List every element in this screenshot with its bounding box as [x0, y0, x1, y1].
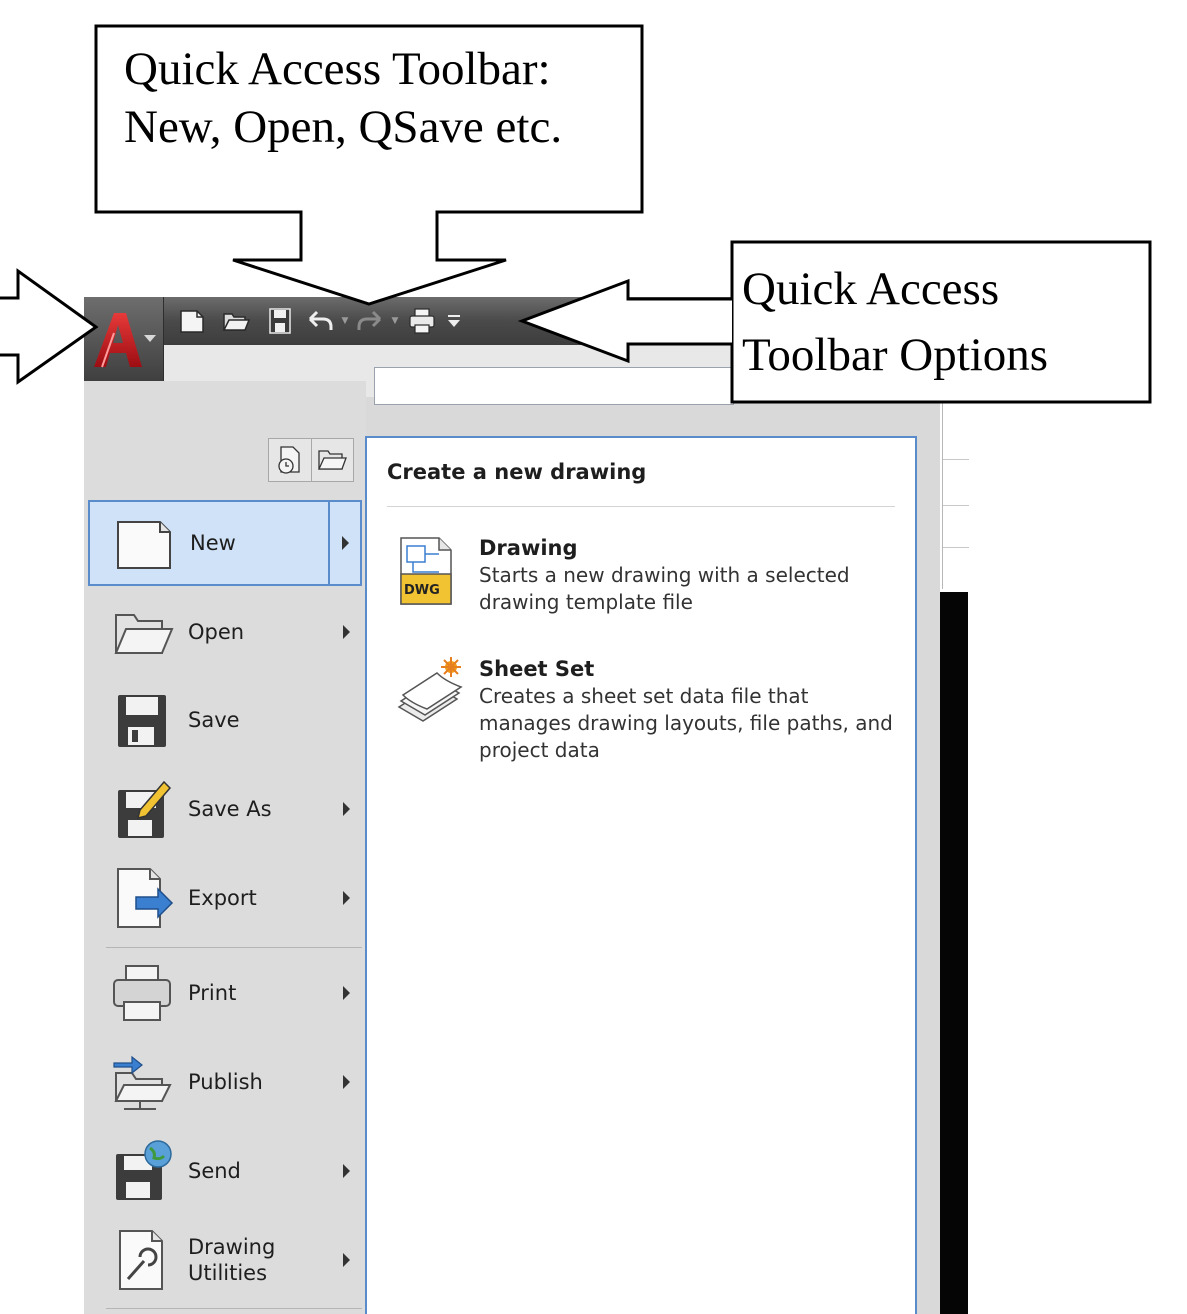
undo-dropdown-icon[interactable]: ▼ [341, 316, 349, 326]
dwg-badge: DWG [404, 583, 440, 598]
menu-item-label: Send [188, 1159, 241, 1183]
qat-options-arrow-icon [522, 281, 732, 361]
menu-item-label: Open [188, 620, 245, 644]
menu-item-label: Drawing Utilities [188, 1235, 276, 1285]
submenu-item-description: Starts a new drawing with a selected drawing template file [479, 563, 850, 614]
menu-item-label: New [190, 531, 236, 555]
menu-item-label: Export [188, 886, 257, 910]
submenu-item-title: Sheet Set [479, 657, 595, 681]
redo-dropdown-icon[interactable]: ▼ [391, 316, 399, 326]
qat-callout-text: Quick Access Toolbar: New, Open, QSave etc. [124, 43, 563, 153]
submenu-title: Create a new drawing [387, 460, 647, 484]
menu-item-label: Save [188, 708, 240, 732]
menu-item-label: Publish [188, 1070, 263, 1094]
app-button-arrow-icon [0, 271, 96, 382]
submenu-item-description: Creates a sheet set data file that manages drawing layouts, file paths, and project data [479, 684, 893, 762]
submenu-item-title: Drawing [479, 536, 578, 560]
menu-item-label: Save As [188, 797, 272, 821]
qat-options-callout-text: Quick Access Toolbar Options [742, 263, 1049, 381]
menu-item-label: Print [188, 981, 237, 1005]
